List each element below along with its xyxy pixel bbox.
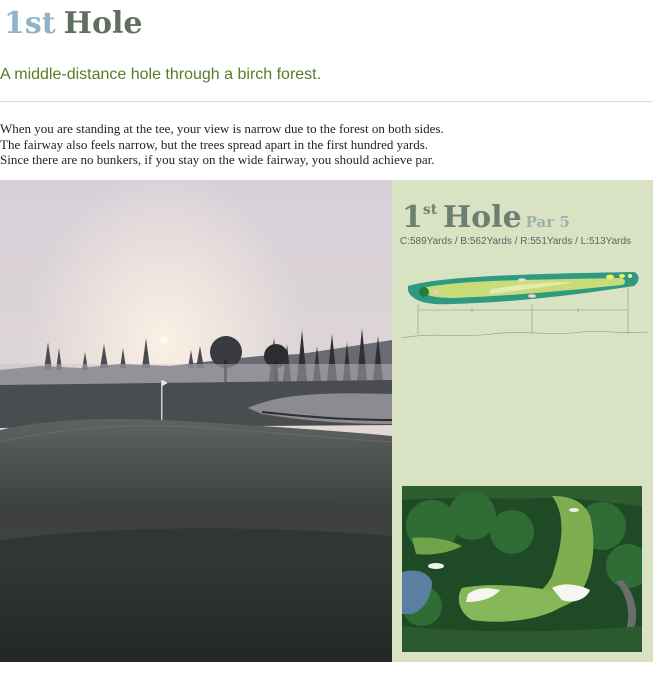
hole-description [0, 121, 444, 168]
page-subtitle: A middle-distance hole through a birch forest. [0, 66, 322, 83]
hole-info-panel [392, 180, 653, 662]
description-line: When you are standing at the tee, your view is narrow due to the forest on both sides. [0, 121, 444, 136]
hole-card-word: Hole [442, 200, 522, 235]
hole-card-suffix: st [422, 202, 438, 218]
description-line: The fairway also feels narrow, but the trees spread apart in the first hundred yards. [0, 136, 428, 152]
hole-card-title [402, 200, 570, 235]
aerial-course-photo [402, 486, 642, 652]
title-word: Hole [63, 6, 143, 41]
tee-view-photo [0, 180, 392, 662]
yardage-list: C:589Yards / B:562Yards / R:551Yards / L:513Yards [400, 236, 632, 247]
page-title [4, 4, 142, 44]
title-number: 1st [4, 6, 56, 41]
hole-card-number: 1 [402, 200, 423, 235]
hole-layout-diagram [402, 268, 648, 358]
divider [0, 101, 653, 102]
description-line: Since there are no bunkers, if you stay on the wide fairway, you should achieve par. [0, 152, 435, 167]
par-label: Par 5 [525, 213, 570, 231]
